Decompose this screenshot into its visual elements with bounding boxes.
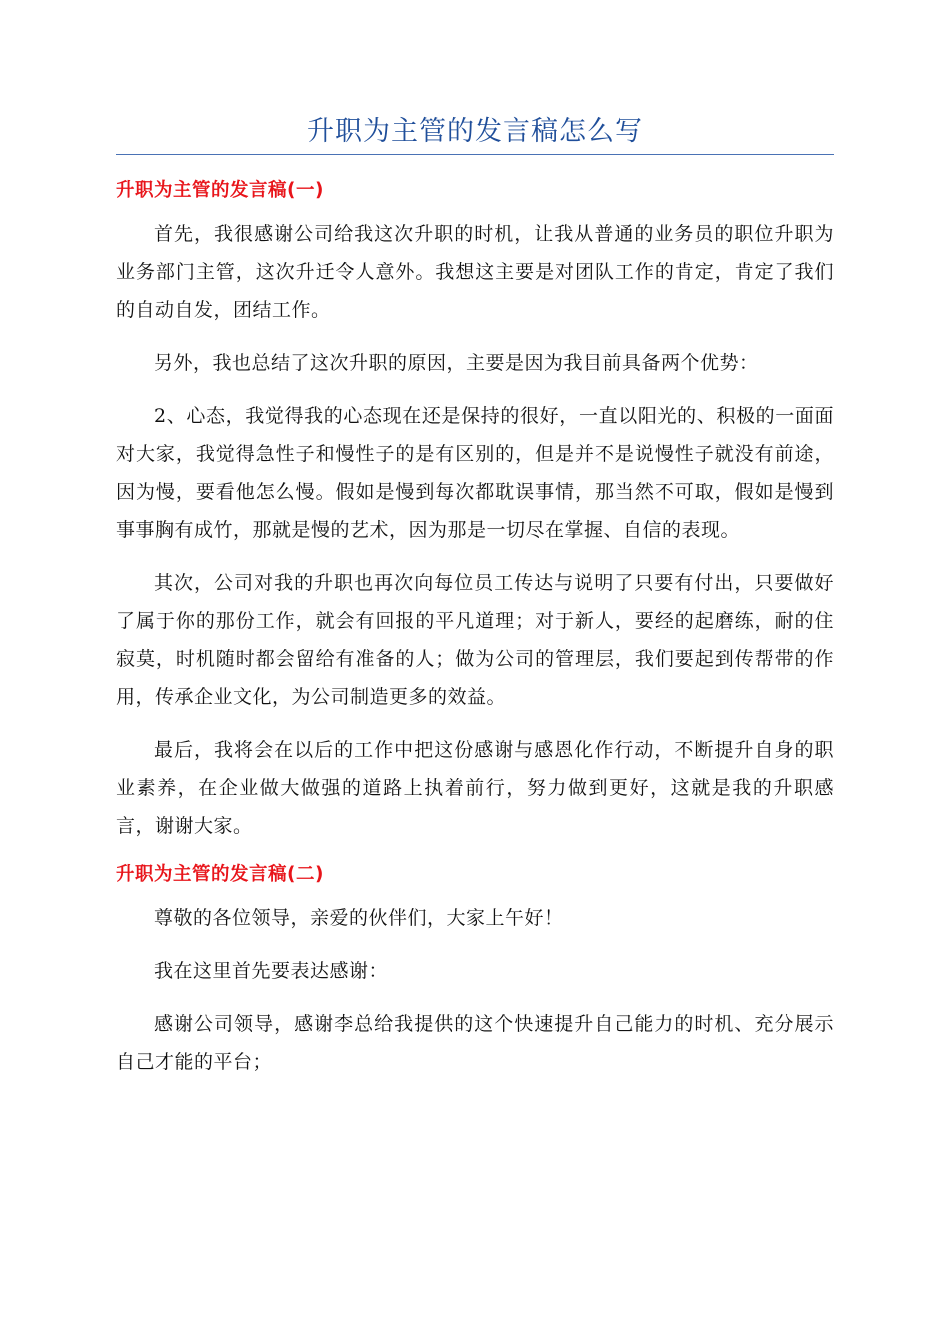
paragraph: 其次，公司对我的升职也再次向每位员工传达与说明了只要有付出，只要做好了属于你的那份工作，就会有回报的平凡道理；对于新人，要经的起磨练，耐的住寂莫，时机随时都会留给有准备的人；做为公司的管理层，我们要起到传帮带的作用，传承企业文化，为公司制造更多的效益。 — [116, 572, 834, 708]
paragraph: 最后，我将会在以后的工作中把这份感谢与感恩化作行动，不断提升自身的职业素养，在企业做大做强的道路上执着前行，努力做到更好，这就是我的升职感言，谢谢大家。 — [116, 739, 834, 837]
paragraph: 感谢公司领导，感谢李总给我提供的这个快速提升自己能力的时机、充分展示自己才能的平台； — [116, 1013, 834, 1073]
title-underline — [116, 154, 834, 155]
paragraph: 我在这里首先要表达感谢： — [154, 960, 389, 982]
document-body — [116, 176, 834, 1096]
section-heading: 升职为主管的发言稿(二) — [116, 864, 324, 885]
paragraph: 另外，我也总结了这次升职的原因，主要是因为我目前具备两个优势： — [154, 352, 759, 374]
paragraph: 首先，我很感谢公司给我这次升职的时机，让我从普通的业务员的职位升职为业务部门主管，这次升迁令人意外。我想这主要是对团队工作的肯定，肯定了我们的自动自发，团结工作。 — [116, 223, 834, 321]
section-two — [116, 860, 834, 1081]
section-heading: 升职为主管的发言稿(一) — [116, 180, 324, 201]
paragraph: 尊敬的各位领导，亲爱的伙伴们，大家上午好！ — [154, 907, 564, 929]
section-one — [116, 176, 834, 845]
page-title: 升职为主管的发言稿怎么写 — [307, 116, 643, 147]
paragraph: 2、心态，我觉得我的心态现在还是保持的很好，一直以阳光的、积极的一面面对大家，我觉得急性子和慢性子的是有区别的，但是并不是说慢性子就没有前途，因为慢，要看他怎么慢。假如是慢到每次都耽误事情，那当然不可取，假如是慢到事事胸有成竹，那就是慢的艺术，因为那是一切尽在掌握、自信的表现。 — [116, 405, 834, 541]
